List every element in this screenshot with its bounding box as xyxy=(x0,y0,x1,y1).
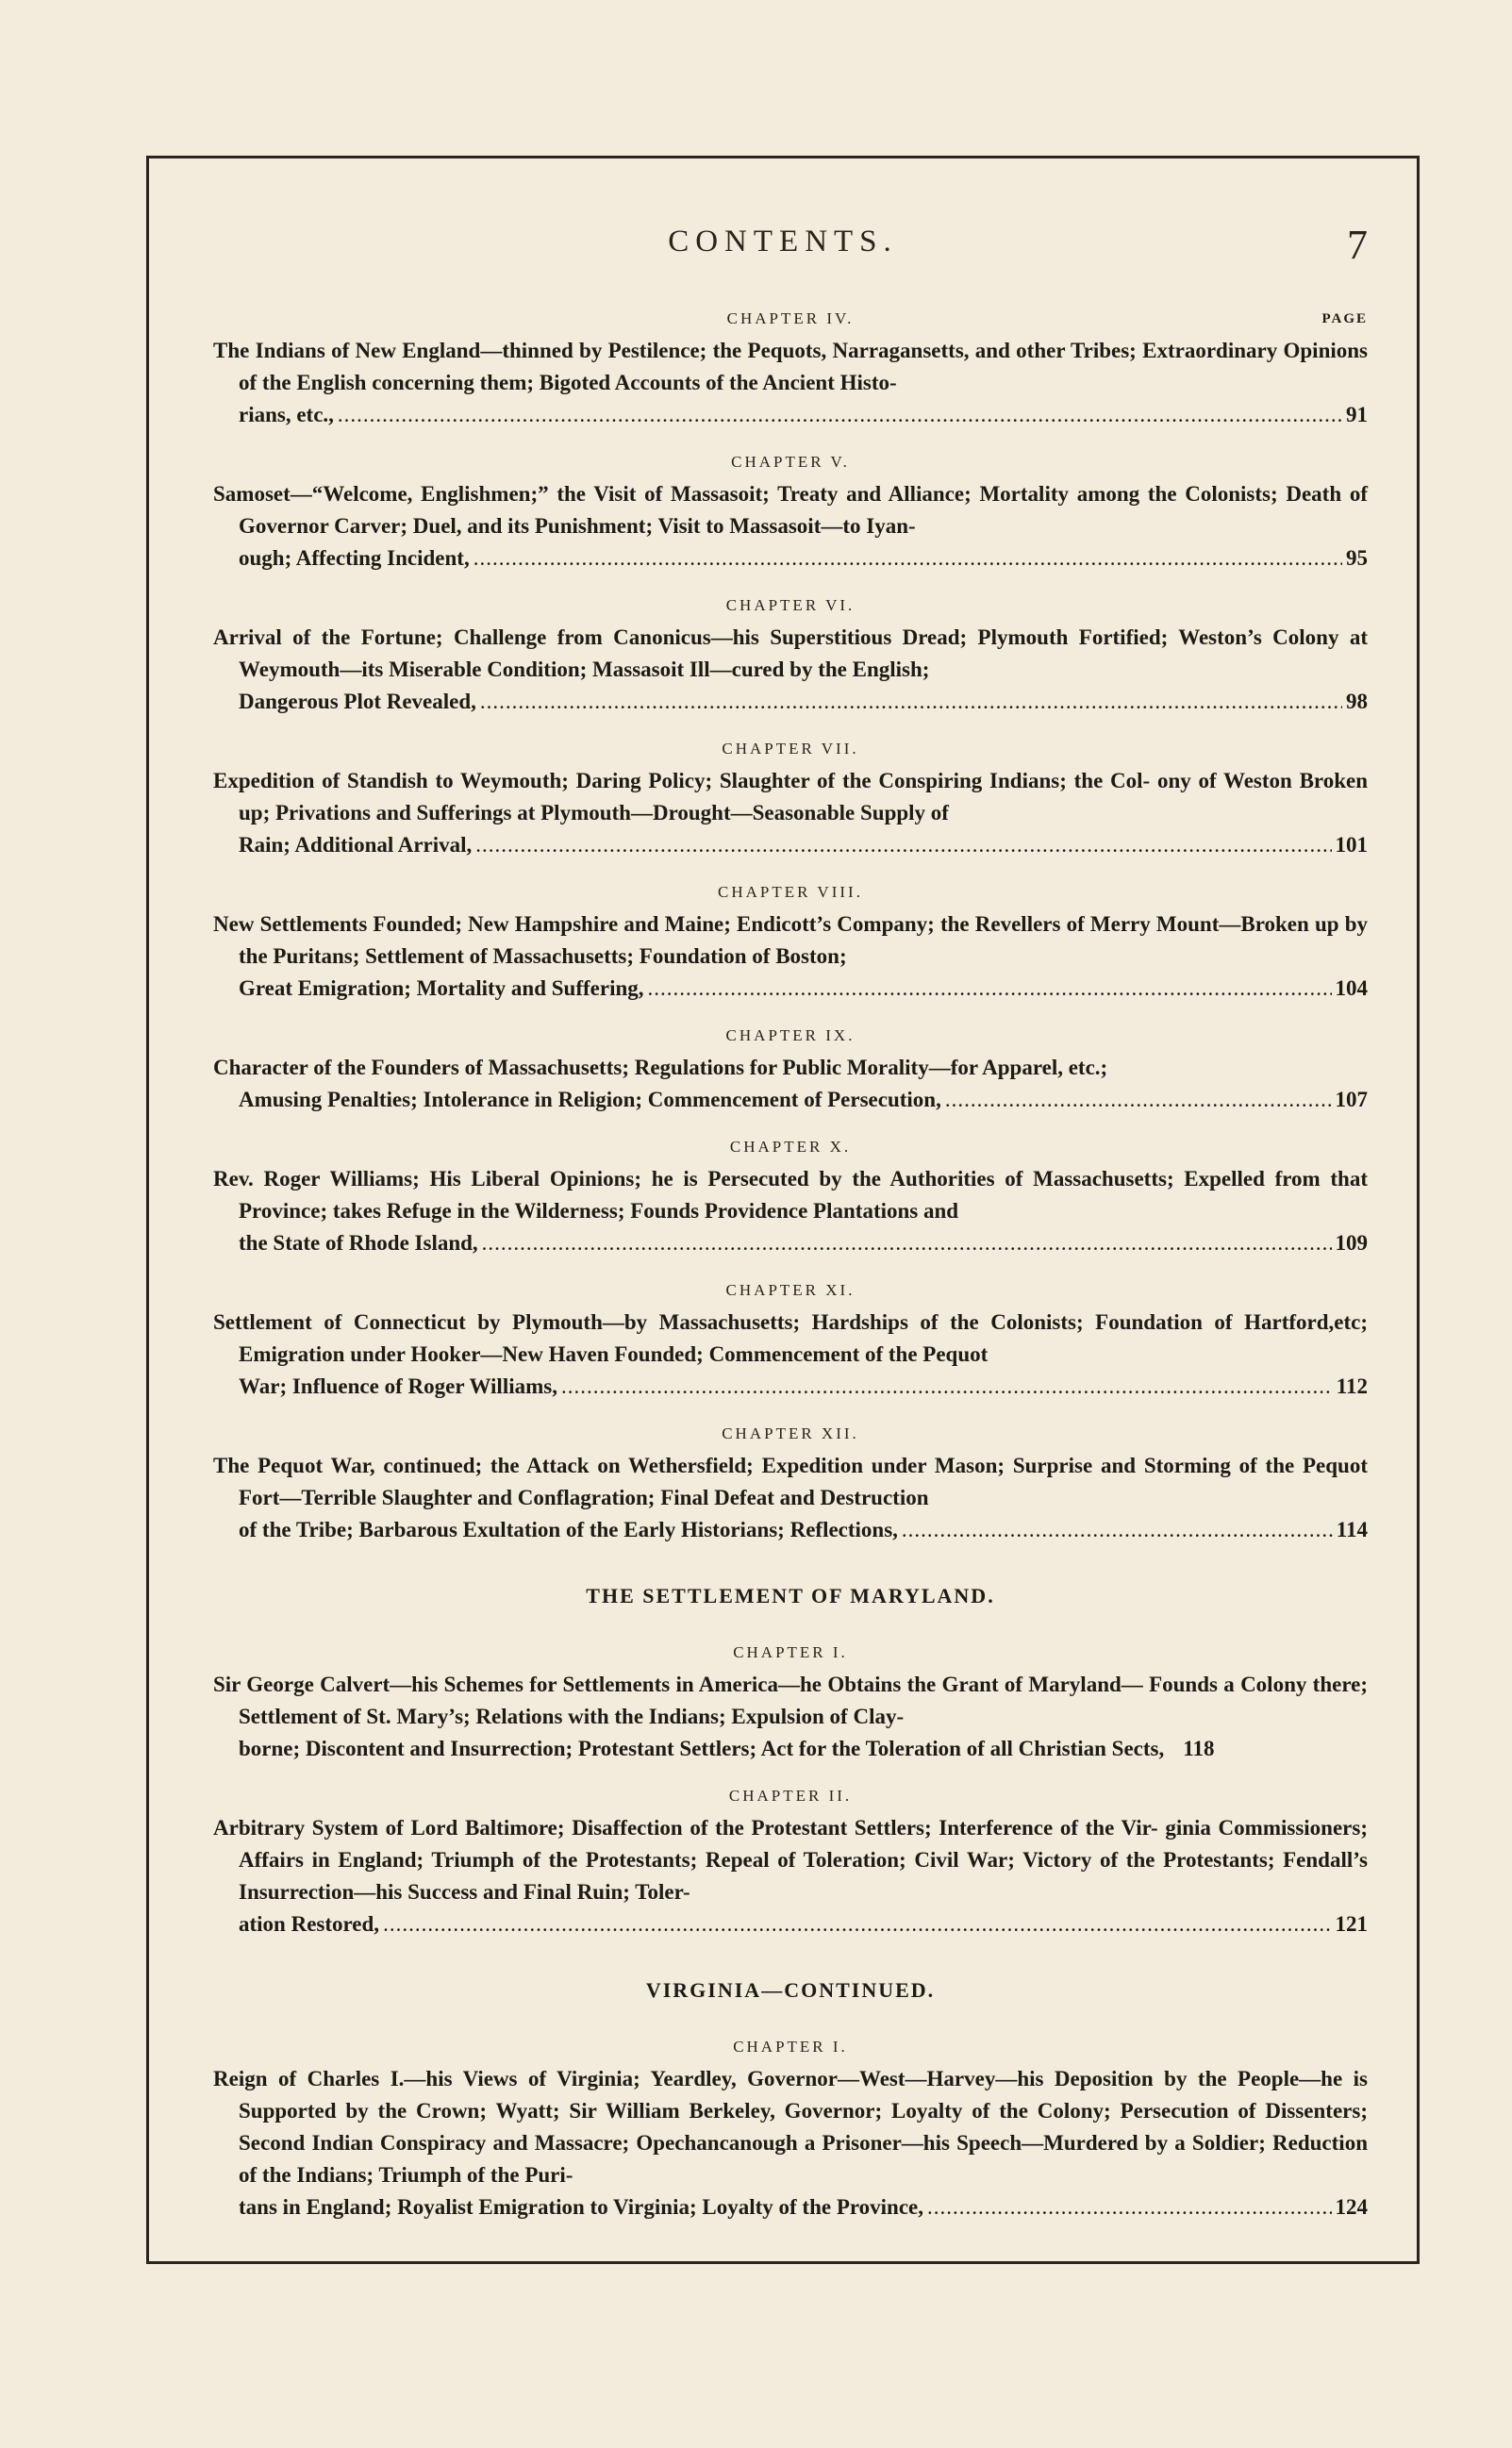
entry-text-tail: borne; Discontent and Insurrection; Protestant Settlers; Act for the Toleration of all Christian Sects, xyxy=(239,1737,1165,1760)
chapter-heading-row xyxy=(213,1020,1368,1052)
entry-page-number: 121 xyxy=(1335,1912,1368,1936)
entry-text-tail: Great Emigration; Mortality and Suffering, xyxy=(239,976,644,1000)
dot-leader xyxy=(383,1908,1331,1940)
toc-entry-last-line[interactable] xyxy=(213,829,1368,861)
chapter-heading-row xyxy=(213,446,1368,478)
entry-text-tail: tans in England; Royalist Emigration to Virginia; Loyalty of the Province, xyxy=(239,2195,924,2219)
toc-entry[interactable] xyxy=(213,1052,1368,1084)
entry-text: The Pequot War, continued; the Attack on Wethersfield; Expedition under Mason; Surprise and Storming of the Pequot Fort—Terrible Slaughter and Conflagration; Final Defeat and Destruction xyxy=(213,1454,1368,1509)
entry-page-number: 118 xyxy=(1183,1737,1215,1760)
entry-text-tail: of the Tribe; Barbarous Exultation of the Early Historians; Reflections, xyxy=(239,1518,898,1541)
entry-page-number: 101 xyxy=(1335,833,1368,857)
entry-text-tail: ough; Affecting Incident, xyxy=(239,546,470,570)
page-title: CONTENTS. xyxy=(668,225,898,258)
dot-leader xyxy=(927,2191,1331,2223)
chapter-heading-row xyxy=(213,733,1368,765)
entry-text: New Settlements Founded; New Hampshire and Maine; Endicott’s Company; the Revellers of Merry Mount—Broken up by the Puritans; Settlement of Massachusetts; Foundation of Boston; xyxy=(213,912,1368,968)
dot-leader xyxy=(474,542,1342,575)
entry-text: The Indians of New England—thinned by Pestilence; the Pequots, Narragansetts, and other Tribes; Extraordinary Opinions of the English concerning them; Bigoted Accounts of the Ancient Histo- xyxy=(213,339,1368,394)
dot-leader xyxy=(480,686,1342,718)
entry-page-number: 95 xyxy=(1346,546,1368,570)
chapter-heading-row xyxy=(213,1131,1368,1163)
entry-text: Arbitrary System of Lord Baltimore; Disaffection of the Protestant Settlers; Interference of the Vir- ginia Commissioners; Affairs in England; Triumph of the Protestants; Repeal of Toleration; Civil War; Victory of the Protestants; Fendall’s Insurrection—his Success and Final Ruin; Toler- xyxy=(213,1816,1368,1904)
toc-entry-last-line[interactable] xyxy=(213,542,1368,575)
chapter-heading: CHAPTER XII. xyxy=(722,1424,859,1442)
chapter-heading-row xyxy=(213,1274,1368,1307)
toc-entry-last-line[interactable] xyxy=(213,686,1368,718)
section-title: THE SETTLEMENT OF MARYLAND. xyxy=(586,1584,995,1607)
dot-leader xyxy=(561,1371,1333,1403)
toc-entry-last-line[interactable] xyxy=(213,399,1368,431)
toc-entry-last-line[interactable] xyxy=(213,1908,1368,1940)
toc-entry-last-line[interactable] xyxy=(213,1514,1368,1546)
toc-entry-last-line[interactable] xyxy=(213,1371,1368,1403)
entry-text-tail: War; Influence of Roger Williams, xyxy=(239,1374,557,1398)
chapter-heading-row xyxy=(213,303,1368,335)
table-of-contents xyxy=(213,303,1368,2239)
chapter-heading-row xyxy=(213,1780,1368,1812)
toc-entry-last-line[interactable] xyxy=(213,1084,1368,1116)
toc-entry[interactable] xyxy=(213,335,1368,399)
entry-text: Reign of Charles I.—his Views of Virginia; Yeardley, Governor—West—Harvey—his Deposition by the People—he is Supported by the Crown; Wyatt; Sir William Berkeley, Governor; Loyalty of the Colony; Persecution of Dissenters; Second Indian Conspiracy and Massacre; Opechancanough a Prisoner—his Speech—Murdered by a Soldier; Reduction of the Indians; Triumph of the Puri- xyxy=(213,2067,1368,2187)
chapter-heading: CHAPTER I. xyxy=(733,1643,848,1661)
toc-entry[interactable] xyxy=(213,622,1368,686)
toc-entry[interactable] xyxy=(213,1450,1368,1514)
chapter-heading: CHAPTER X. xyxy=(729,1138,852,1156)
entry-text: Character of the Founders of Massachusetts; Regulations for Public Morality—for Apparel, etc.; xyxy=(213,1056,1108,1079)
entry-page-number: 98 xyxy=(1346,690,1368,713)
toc-entry[interactable] xyxy=(213,1812,1368,1908)
entry-text: Expedition of Standish to Weymouth; Daring Policy; Slaughter of the Conspiring Indians; the Col- ony of Weston Broken up; Privations and Sufferings at Plymouth—Drought—Seasonable Supply of xyxy=(213,769,1368,824)
page-border xyxy=(146,156,1420,2264)
entry-text: Samoset—“Welcome, Englishmen;” the Visit of Massasoit; Treaty and Alliance; Mortality among the Colonists; Death of Governor Carver; Duel, and its Punishment; Visit to Massasoit—to Iyan- xyxy=(213,482,1368,538)
page-number: 7 xyxy=(1347,222,1368,268)
entry-text-tail: Dangerous Plot Revealed, xyxy=(239,690,476,713)
chapter-heading: CHAPTER II. xyxy=(728,1787,853,1805)
chapter-heading-row xyxy=(213,2031,1368,2063)
chapter-heading: CHAPTER V. xyxy=(731,453,850,471)
toc-entry-last-line[interactable] xyxy=(213,1733,1368,1765)
entry-text: Sir George Calvert—his Schemes for Settlements in America—he Obtains the Grant of Maryland— Founds a Colony there; Settlement of St. Mary’s; Relations with the Indians; Expulsion of Clay- xyxy=(213,1673,1368,1728)
page-column-label: PAGE xyxy=(1321,311,1368,326)
toc-entry[interactable] xyxy=(213,1163,1368,1227)
entry-page-number: 104 xyxy=(1335,976,1368,1000)
chapter-heading-row xyxy=(213,876,1368,908)
chapter-heading: CHAPTER VII. xyxy=(722,740,859,758)
chapter-heading-row xyxy=(213,1637,1368,1669)
entry-text-tail: Rain; Additional Arrival, xyxy=(239,833,473,857)
entry-page-number: 107 xyxy=(1335,1088,1368,1111)
chapter-heading: CHAPTER VI. xyxy=(725,596,856,614)
chapter-heading: CHAPTER IX. xyxy=(725,1026,856,1044)
entry-text: Arrival of the Fortune; Challenge from Canonicus—his Superstitious Dread; Plymouth Fortified; Weston’s Colony at Weymouth—its Miserable Condition; Massasoit Ill—cured by the English; xyxy=(213,625,1368,681)
toc-entry[interactable] xyxy=(213,908,1368,973)
toc-entry-last-line[interactable] xyxy=(213,2191,1368,2223)
dot-leader xyxy=(475,829,1331,861)
entry-text-tail: rians, etc., xyxy=(239,403,334,426)
toc-entry[interactable] xyxy=(213,1307,1368,1371)
toc-entry[interactable] xyxy=(213,478,1368,542)
chapter-heading-row xyxy=(213,1418,1368,1450)
entry-page-number: 91 xyxy=(1346,403,1368,426)
entry-page-number: 124 xyxy=(1335,2195,1368,2219)
entry-text: Rev. Roger Williams; His Liberal Opinions; he is Persecuted by the Authorities of Massachusetts; Expelled from that Province; takes Refuge in the Wilderness; Founds Providence Plantations and xyxy=(213,1167,1368,1223)
entry-page-number: 114 xyxy=(1336,1518,1368,1541)
section-title: VIRGINIA—CONTINUED. xyxy=(645,1978,936,2002)
chapter-heading: CHAPTER I. xyxy=(733,2038,848,2056)
toc-entry-last-line[interactable] xyxy=(213,1227,1368,1259)
toc-entry[interactable] xyxy=(213,2063,1368,2191)
toc-entry[interactable] xyxy=(213,765,1368,829)
chapter-heading: CHAPTER IV. xyxy=(726,309,855,327)
entry-page-number: 112 xyxy=(1336,1374,1368,1398)
entry-page-number: 109 xyxy=(1335,1231,1368,1255)
dot-leader xyxy=(482,1227,1332,1259)
entry-text-tail: the State of Rhode Island, xyxy=(239,1231,478,1255)
toc-entry-last-line[interactable] xyxy=(213,973,1368,1005)
dot-leader xyxy=(945,1084,1332,1116)
chapter-heading-row xyxy=(213,590,1368,622)
chapter-heading: CHAPTER VIII. xyxy=(718,883,863,901)
dot-leader xyxy=(902,1514,1333,1546)
dot-leader xyxy=(338,399,1342,431)
chapter-heading: CHAPTER XI. xyxy=(725,1281,856,1299)
entry-text-tail: Amusing Penalties; Intolerance in Religion; Commencement of Persecution, xyxy=(239,1088,941,1111)
dot-leader xyxy=(648,973,1332,1005)
entry-text: Settlement of Connecticut by Plymouth—by Massachusetts; Hardships of the Colonists; Foundation of Hartford,etc; Emigration under Hooker—New Haven Founded; Commencement of the Pequot xyxy=(213,1310,1368,1366)
entry-text-tail: ation Restored, xyxy=(239,1912,380,1936)
toc-entry[interactable] xyxy=(213,1669,1368,1733)
